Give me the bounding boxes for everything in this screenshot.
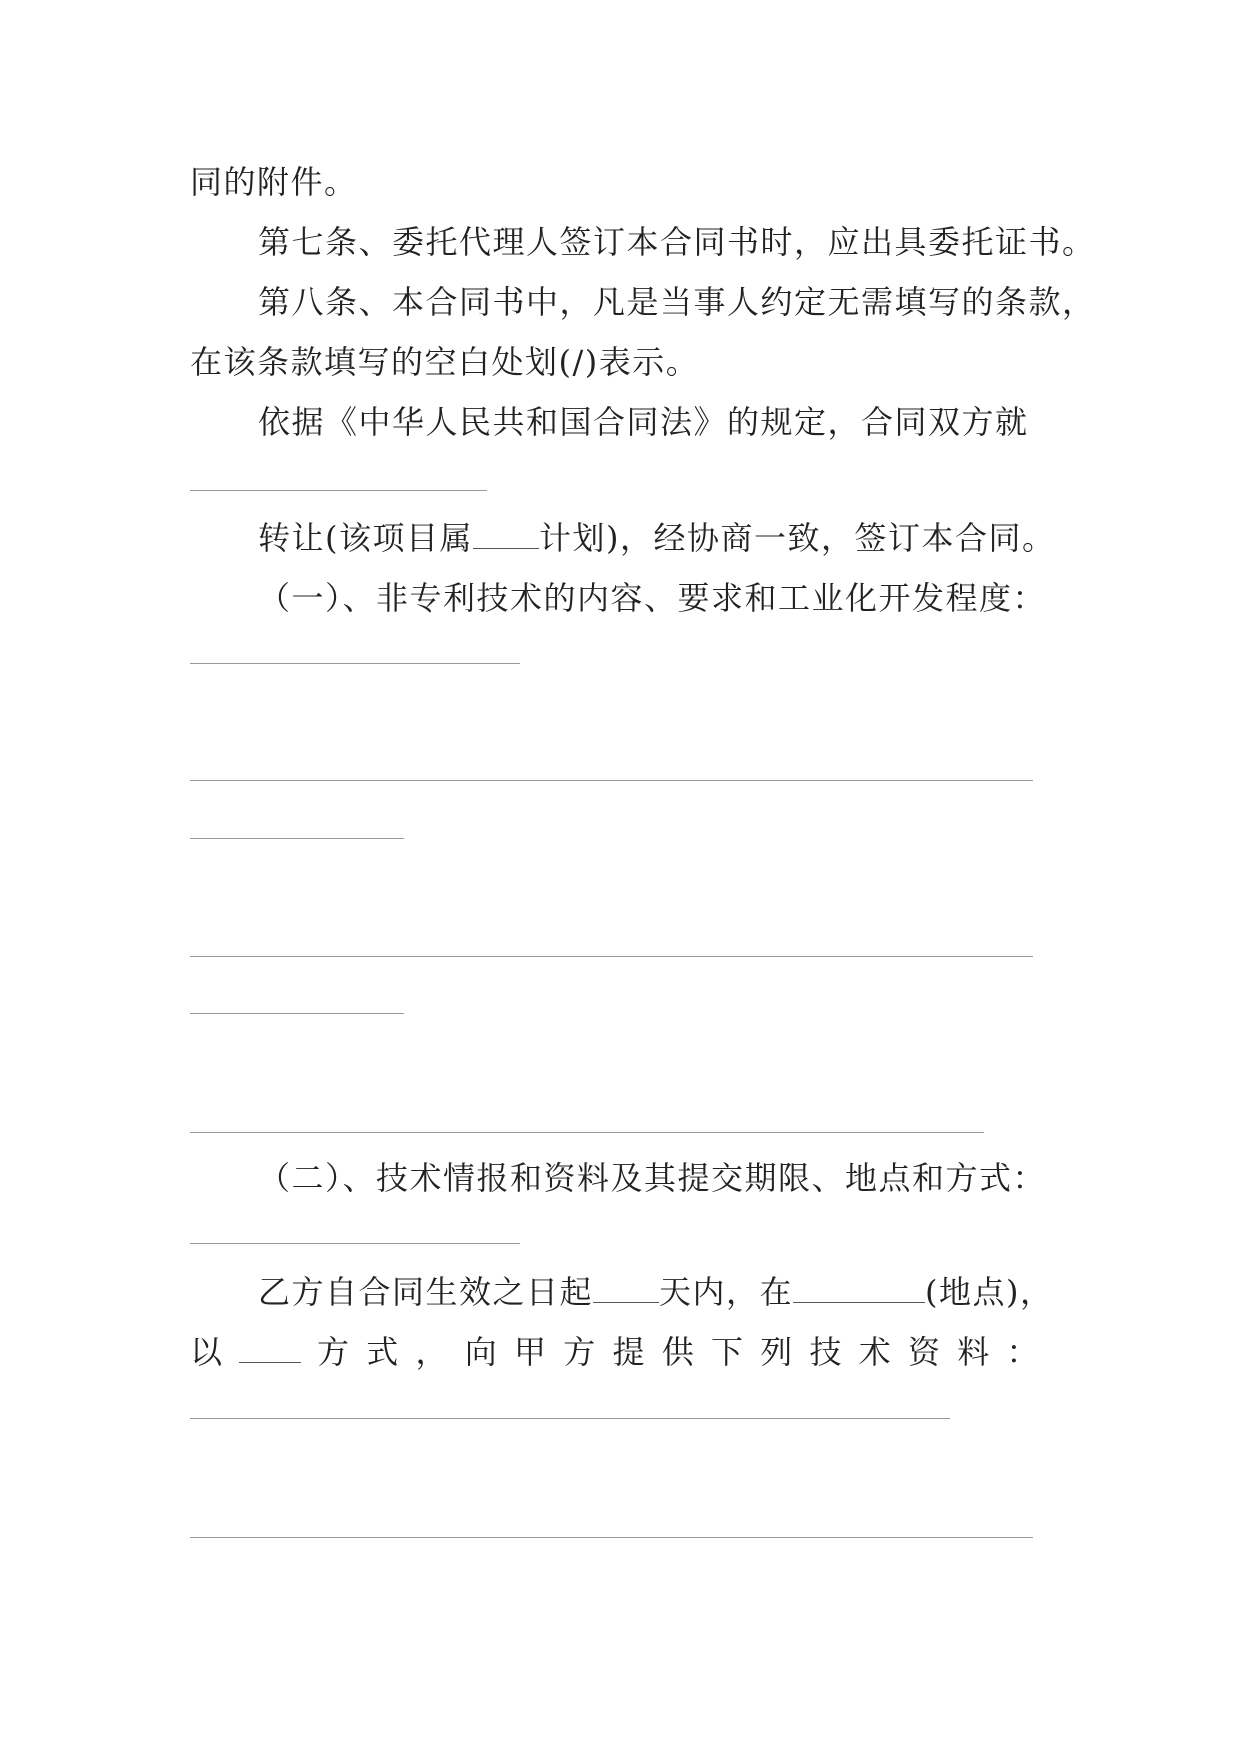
days-blank[interactable] [593, 1272, 659, 1303]
fill-in-blank-line[interactable] [190, 1418, 950, 1419]
char: ： [1006, 1333, 1040, 1371]
transfer-statement-suffix: 计划)，经协商一致，签订本合同。 [539, 519, 1056, 557]
fill-in-blank-line[interactable] [190, 956, 1033, 957]
article-7: 第七条、委托代理人签订本合同书时，应出具委托证书。 [258, 223, 1096, 261]
char: 技 [809, 1333, 843, 1371]
char: 式 [366, 1333, 400, 1371]
char: 向 [464, 1333, 499, 1371]
char: 下 [710, 1333, 745, 1371]
delivery-text-b: 天内，在 [659, 1273, 794, 1311]
fill-in-blank-line[interactable] [190, 1132, 984, 1133]
article-8-line-1: 第八条、本合同书中，凡是当事人约定无需填写的条款， [258, 283, 1096, 321]
char: 术 [858, 1333, 893, 1371]
char: 供 [661, 1333, 696, 1371]
fill-in-blank-line[interactable] [190, 1013, 404, 1014]
char: ， [415, 1333, 449, 1371]
char: 甲 [513, 1333, 548, 1371]
char: 方 [316, 1333, 351, 1371]
method-blank[interactable] [239, 1332, 301, 1363]
fill-in-blank-line[interactable] [190, 780, 1033, 781]
article-8-line-2: 在该条款填写的空白处划(/)表示。 [190, 343, 700, 381]
delivery-text-a: 乙方自合同生效之日起 [258, 1273, 594, 1311]
char: 料 [957, 1333, 991, 1371]
section-1-heading: （一）、非专利技术的内容、要求和工业化开发程度： [258, 579, 1047, 617]
transfer-statement-prefix: 转让(该项目属 [258, 519, 473, 557]
fill-in-blank-line[interactable] [190, 838, 404, 839]
fill-in-blank-line[interactable] [190, 1243, 520, 1244]
char: 方 [563, 1333, 597, 1371]
section-2-heading: （二）、技术情报和资料及其提交期限、地点和方式： [258, 1159, 1047, 1197]
char: 以 [190, 1333, 224, 1371]
char: 资 [907, 1333, 942, 1371]
fill-in-blank-line[interactable] [190, 663, 520, 664]
delivery-line-2 [190, 1332, 1040, 1372]
paragraph-continuation: 同的附件。 [190, 163, 358, 201]
location-blank[interactable] [793, 1272, 925, 1303]
fill-in-blank-line[interactable] [190, 1537, 1033, 1538]
char: 提 [612, 1333, 646, 1371]
fill-in-blank-line[interactable] [190, 490, 487, 491]
plan-blank[interactable] [473, 518, 539, 549]
delivery-text-c: (地点)， [925, 1273, 1054, 1311]
legal-basis: 依据《中华人民共和国合同法》的规定，合同双方就 [258, 403, 1029, 441]
delivery-line-1 [258, 1272, 1054, 1312]
transfer-statement [258, 518, 1056, 558]
char: 列 [760, 1333, 794, 1371]
